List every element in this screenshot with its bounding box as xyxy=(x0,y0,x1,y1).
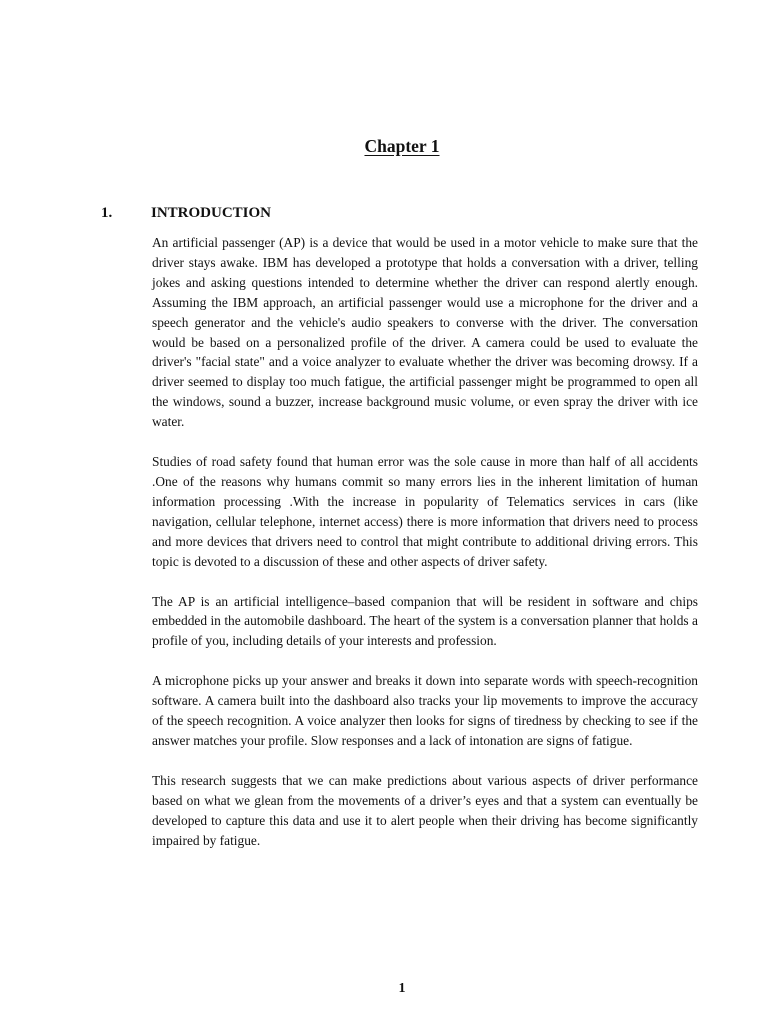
paragraph: A microphone picks up your answer and breaks it down into separate words with speech-recognition software. A camera built into the dashboard also tracks your lip movements to improve the accuracy of the speech recognition. A voice analyzer then looks for signs of tiredness by checking to see if the answer matches your profile. Slow responses and a lack of intonation are signs of fatigue. xyxy=(152,673,698,748)
section-number: 1. xyxy=(101,205,113,221)
page-number: 1 xyxy=(398,981,406,996)
paragraph: The AP is an artificial intelligence–based companion that will be resident in software and chips embedded in the automobile dashboard. The heart of the system is a conversation planner that holds a profile of you, including details of your interests and profession. xyxy=(152,593,698,649)
paragraph: An artificial passenger (AP) is a device that would be used in a motor vehicle to make sure that the driver stays awake. IBM has developed a prototype that holds a conversation with a driver, telling jokes and asking questions intended to determine whether the driver can respond alertly enough. Assuming the IBM approach, an artificial passenger would use a microphone for the driver and a speech generator and the vehicle's audio speakers to converse with the driver. The conversation would be based on a personalized profile of the driver. A camera could be used to evaluate the driver's "facial state" and a voice analyzer to evaluate whether the driver was becoming drowsy. If a driver seemed to display too much fatigue, the artificial passenger might be programmed to open all the windows, sound a buzzer, increase background music volume, or even spray the driver with ice water. xyxy=(152,235,698,430)
chapter-title: Chapter 1 xyxy=(364,136,440,156)
body-text xyxy=(152,233,698,870)
section-title: INTRODUCTION xyxy=(151,205,272,221)
paragraph: Studies of road safety found that human error was the sole cause in more than half of all accidents .One of the reasons why humans commit so many errors lies in the inherent limitation of human information processing .With the increase in popularity of Telematics services in cars (like navigation, cellular telephone, internet access) there is more information that drivers need to process and more devices that drivers need to control that might contribute to additional driving errors. This topic is devoted to a discussion of these and other aspects of driver safety. xyxy=(152,454,698,569)
paragraph: This research suggests that we can make predictions about various aspects of driver performance based on what we glean from the movements of a driver’s eyes and that a system can eventually be developed to capture this data and use it to alert people when their driving has become significantly impaired by fatigue. xyxy=(152,772,698,848)
section-heading xyxy=(101,205,701,222)
